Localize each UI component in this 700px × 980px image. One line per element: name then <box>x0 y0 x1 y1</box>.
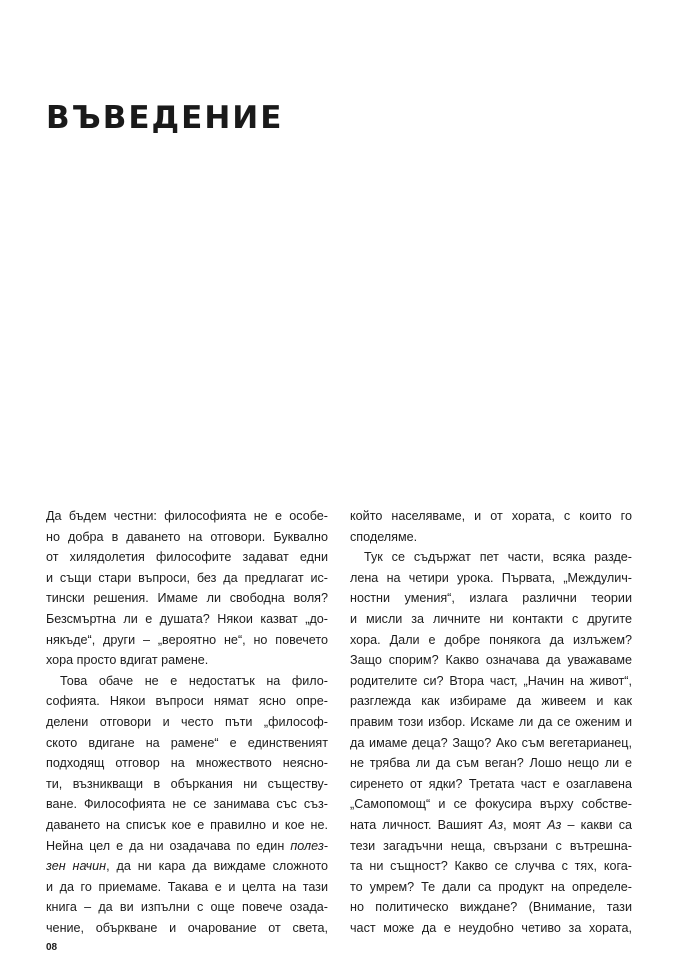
line-text: „Самопомощ“ и се фокусира върху собстве- <box>350 797 632 812</box>
line-text: и да го приемаме. Такава е и целта на тази <box>46 879 328 894</box>
line-text: Нейна цел е да ни озадачава по един <box>46 838 291 853</box>
chapter-title: ВЪВЕДЕНИЕ <box>46 100 284 136</box>
text-line <box>350 650 632 671</box>
text-line <box>350 836 632 857</box>
line-text: правим този избор. Искаме ли да се оженим и <box>350 714 632 729</box>
text-line <box>46 918 328 939</box>
left-text-column <box>46 506 328 938</box>
line-text: Безсмъртна ли е душата? Някои казват „до- <box>46 611 328 626</box>
line-text: и мисли за личните ни контакти с другите <box>350 611 632 626</box>
text-line <box>350 671 632 692</box>
line-text: , да ни кара да виждаме сложното <box>106 859 328 874</box>
line-text: от хилядолетия философите задават едни <box>46 550 328 565</box>
text-line <box>350 527 632 548</box>
text-line <box>350 897 632 918</box>
line-text: родителите си? Втора част, „Начин на живот“, <box>350 673 632 688</box>
text-line <box>46 527 328 548</box>
line-text: тези загадъчни неща, свързани с вътрешна- <box>350 838 632 853</box>
text-line <box>46 856 328 877</box>
text-line <box>350 877 632 898</box>
line-text: ване. Философията не се занимава със съз- <box>46 797 328 812</box>
line-text: , моят <box>503 817 548 832</box>
text-line <box>46 609 328 630</box>
text-line <box>350 856 632 877</box>
text-line <box>350 506 632 527</box>
line-text: чение, объркване и очарование от света, <box>46 920 328 935</box>
line-text: някъде“, други – „вероятно не“, но повечето <box>46 632 328 647</box>
page-number: 08 <box>46 942 58 953</box>
line-text: Това обаче не е недостатък на фило- <box>60 673 328 688</box>
line-text: подходящ отговор на множеството неясно- <box>46 756 328 771</box>
text-line <box>350 630 632 651</box>
line-text: тински решения. Имаме ли свободна воля? <box>46 591 328 606</box>
text-line <box>350 815 632 836</box>
line-text: хора просто вдигат рамене. <box>46 653 209 668</box>
line-text: не трябва ли да съм веган? Лошо нещо ли е <box>350 756 632 771</box>
text-line <box>350 691 632 712</box>
emphasis-text: Аз <box>488 817 504 832</box>
text-line <box>46 588 328 609</box>
text-line <box>46 630 328 651</box>
line-text: – какви са <box>561 817 632 832</box>
line-text: ностни умения“, излага различни теории <box>350 591 632 606</box>
text-line <box>350 588 632 609</box>
text-line <box>350 753 632 774</box>
text-line <box>46 671 328 692</box>
text-line <box>46 774 328 795</box>
text-line <box>46 753 328 774</box>
text-line <box>46 691 328 712</box>
line-text: книга – да ви изпълни с още повече озада- <box>46 900 328 915</box>
line-text: който населяваме, и от хората, с които го <box>350 509 632 523</box>
line-text: ната личност. Вашият <box>350 817 489 832</box>
line-text: то умрем? Те дали са продукт на определе- <box>350 879 632 894</box>
text-line <box>350 568 632 589</box>
text-line <box>46 815 328 836</box>
right-text-column <box>350 506 632 938</box>
line-text: хора. Дали е добре понякога да излъжем? <box>350 632 632 647</box>
line-text: софията. Някои въпроси нямат ясно опре- <box>46 694 328 709</box>
line-text: но добра в даването на отговори. Буквално <box>46 529 328 544</box>
line-text: част може да е неудобно четиво за хората, <box>350 920 632 935</box>
emphasis-text: полез- <box>290 838 328 853</box>
line-text: Защо спорим? Какво означава да уважаваме <box>350 653 632 668</box>
text-line <box>46 712 328 733</box>
emphasis-text: зен начин <box>46 859 107 874</box>
text-line <box>46 794 328 815</box>
line-text: разглежда как избираме да живеем и как <box>350 694 632 709</box>
text-line <box>350 609 632 630</box>
line-text: та ни същност? Какво се случва с тях, кога- <box>350 859 632 874</box>
line-text: ти, възникващи в объркания ни съществу- <box>46 776 328 791</box>
text-line <box>350 918 632 939</box>
text-line <box>46 568 328 589</box>
text-line <box>350 712 632 733</box>
line-text: даването на списък кое е правилно и кое не. <box>46 817 328 832</box>
text-line <box>46 733 328 754</box>
line-text: сиренето от ядки? Третата част е озаглавена <box>350 776 632 791</box>
text-line <box>46 877 328 898</box>
text-line <box>46 506 328 527</box>
text-line <box>350 794 632 815</box>
line-text: делени отговори и често пъти „философ- <box>46 714 328 729</box>
text-line <box>350 547 632 568</box>
emphasis-text: Аз <box>547 817 562 832</box>
line-text: и същи стари въпроси, без да предлагат ис- <box>46 570 328 585</box>
text-line <box>350 774 632 795</box>
line-text: лена на четири урока. Първата, „Междулич- <box>350 570 632 585</box>
line-text: Тук се съдържат пет части, всяка разде- <box>364 550 632 565</box>
text-line <box>46 650 328 671</box>
text-line <box>46 897 328 918</box>
line-text: ското вдигане на рамене“ е единственият <box>46 735 328 750</box>
text-line <box>350 733 632 754</box>
line-text: споделяме. <box>350 529 418 544</box>
line-text: да имаме деца? Защо? Ако съм вегетарианец, <box>350 735 632 750</box>
line-text: но политическо виждане? (Внимание, тази <box>350 900 632 915</box>
text-line <box>46 836 328 857</box>
line-text: Да бъдем честни: философията не е особе- <box>46 509 328 523</box>
text-line <box>46 547 328 568</box>
